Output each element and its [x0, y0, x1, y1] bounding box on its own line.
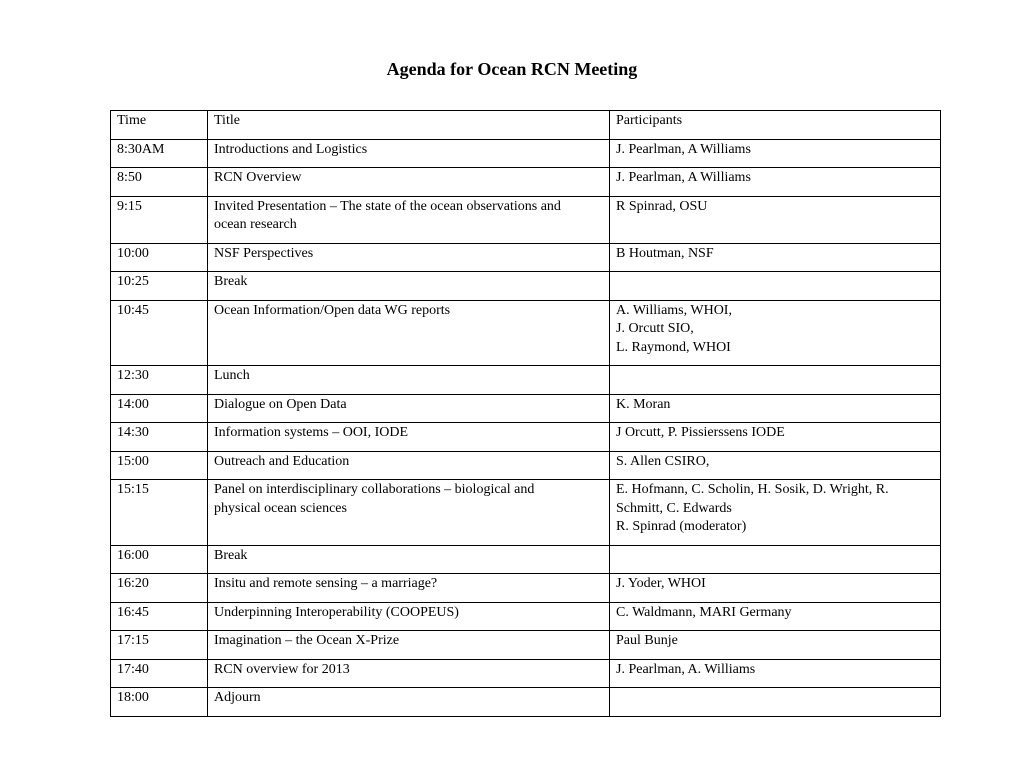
table-row — [111, 688, 941, 717]
table-row — [111, 631, 941, 660]
cell-title-line: Imagination – the Ocean X-Prize — [214, 633, 400, 648]
cell-title — [208, 243, 610, 272]
cell-participants-line: J. Orcutt SIO, — [616, 321, 694, 336]
cell-title-line: Information systems – OOI, IODE — [214, 425, 409, 440]
cell-title — [208, 545, 610, 574]
cell-time: 14:30 — [111, 423, 208, 452]
cell-participants-line: Paul Bunje — [616, 633, 678, 648]
cell-time: 10:45 — [111, 300, 208, 366]
table-row — [111, 300, 941, 366]
cell-title — [208, 272, 610, 301]
cell-title — [208, 451, 610, 480]
cell-participants — [610, 300, 941, 366]
cell-title-line: Ocean Information/Open data WG reports — [214, 302, 451, 318]
cell-participants — [610, 545, 941, 574]
cell-title-line: RCN Overview — [214, 170, 302, 185]
cell-title — [208, 168, 610, 197]
cell-time: 9:15 — [111, 196, 208, 243]
cell-title — [208, 196, 610, 243]
cell-participants-line: J. Pearlman, A. Williams — [616, 661, 756, 677]
table-row — [111, 602, 941, 631]
cell-participants-line: C. Waldmann, MARI Germany — [616, 604, 792, 620]
column-header-time: Time — [111, 111, 208, 140]
cell-participants — [610, 480, 941, 546]
column-header-participants: Participants — [610, 111, 941, 140]
cell-participants — [610, 574, 941, 603]
cell-time: 12:30 — [111, 366, 208, 395]
cell-participants-line: S. Allen CSIRO, — [616, 453, 710, 469]
cell-participants-line: K. Moran — [616, 396, 671, 412]
cell-participants — [610, 168, 941, 197]
cell-title — [208, 423, 610, 452]
cell-title — [208, 688, 610, 717]
table-row — [111, 423, 941, 452]
cell-participants-line: J. Pearlman, A Williams — [616, 141, 751, 157]
cell-title — [208, 574, 610, 603]
cell-time: 10:25 — [111, 272, 208, 301]
cell-participants-line: R Spinrad, OSU — [616, 198, 708, 214]
agenda-table-body — [111, 111, 941, 717]
cell-participants-line: Schmitt, C. Edwards — [616, 500, 732, 516]
cell-title-line: Underpinning Interoperability (COOPEUS) — [214, 604, 459, 620]
cell-time: 16:45 — [111, 602, 208, 631]
cell-participants — [610, 423, 941, 452]
cell-participants — [610, 272, 941, 301]
table-row — [111, 139, 941, 168]
table-row — [111, 272, 941, 301]
table-row — [111, 545, 941, 574]
page-title: Agenda for Ocean RCN Meeting — [386, 59, 638, 79]
cell-title-line: ocean research — [214, 217, 297, 232]
cell-title — [208, 139, 610, 168]
cell-participants-line: B Houtman, NSF — [616, 245, 714, 261]
cell-time: 16:20 — [111, 574, 208, 603]
cell-participants — [610, 243, 941, 272]
cell-participants — [610, 631, 941, 660]
cell-title — [208, 366, 610, 395]
cell-title — [208, 480, 610, 546]
cell-time: 17:15 — [111, 631, 208, 660]
cell-participants-line — [616, 367, 934, 386]
cell-title-line: Dialogue on Open Data — [214, 396, 347, 412]
cell-title — [208, 300, 610, 366]
table-row — [111, 168, 941, 197]
table-row — [111, 659, 941, 688]
cell-participants-line: J. Pearlman, A Williams — [616, 170, 751, 185]
cell-title — [208, 659, 610, 688]
cell-time: 10:00 — [111, 243, 208, 272]
table-row — [111, 451, 941, 480]
table-row — [111, 243, 941, 272]
cell-participants — [610, 139, 941, 168]
cell-participants-line — [616, 547, 934, 566]
cell-participants-line: J Orcutt, P. Pissierssens IODE — [616, 425, 785, 440]
cell-title-line: Invited Presentation – The state of the ocean observations and — [214, 198, 561, 214]
cell-time: 15:00 — [111, 451, 208, 480]
column-header-title: Title — [208, 111, 610, 140]
cell-title-line: Adjourn — [214, 690, 261, 705]
agenda-table — [110, 110, 941, 717]
cell-participants-line: R. Spinrad (moderator) — [616, 519, 747, 534]
cell-participants-line: A. Williams, WHOI, — [616, 302, 732, 318]
cell-title-line: NSF Perspectives — [214, 245, 314, 261]
cell-participants-line: E. Hofmann, C. Scholin, H. Sosik, D. Wright, R. — [616, 482, 889, 497]
cell-time: 8:50 — [111, 168, 208, 197]
cell-participants — [610, 659, 941, 688]
cell-title-line: Lunch — [214, 368, 250, 383]
cell-participants-line — [616, 273, 934, 292]
cell-time: 14:00 — [111, 394, 208, 423]
cell-participants — [610, 602, 941, 631]
cell-participants — [610, 366, 941, 395]
cell-title-line: Insitu and remote sensing – a marriage? — [214, 576, 438, 591]
cell-time: 8:30AM — [111, 139, 208, 168]
table-row — [111, 574, 941, 603]
table-row — [111, 196, 941, 243]
cell-time: 15:15 — [111, 480, 208, 546]
cell-title — [208, 631, 610, 660]
table-header-row — [111, 111, 941, 140]
cell-title-line: Outreach and Education — [214, 453, 350, 469]
cell-participants — [610, 196, 941, 243]
cell-participants-line: L. Raymond, WHOI — [616, 339, 731, 355]
cell-title-line: Break — [214, 547, 248, 563]
cell-time: 16:00 — [111, 545, 208, 574]
table-row — [111, 480, 941, 546]
cell-title-line: Break — [214, 274, 248, 289]
cell-participants — [610, 451, 941, 480]
cell-title-line: Introductions and Logistics — [214, 141, 368, 157]
cell-title — [208, 394, 610, 423]
table-row — [111, 366, 941, 395]
cell-participants — [610, 394, 941, 423]
cell-participants-line — [616, 689, 934, 708]
cell-participants-line: J. Yoder, WHOI — [616, 576, 706, 591]
table-row — [111, 394, 941, 423]
cell-participants — [610, 688, 941, 717]
cell-time: 18:00 — [111, 688, 208, 717]
cell-title-line: RCN overview for 2013 — [214, 661, 350, 677]
cell-title — [208, 602, 610, 631]
cell-title-line: physical ocean sciences — [214, 500, 347, 516]
cell-time: 17:40 — [111, 659, 208, 688]
cell-title-line: Panel on interdisciplinary collaborations – biological and — [214, 482, 535, 497]
